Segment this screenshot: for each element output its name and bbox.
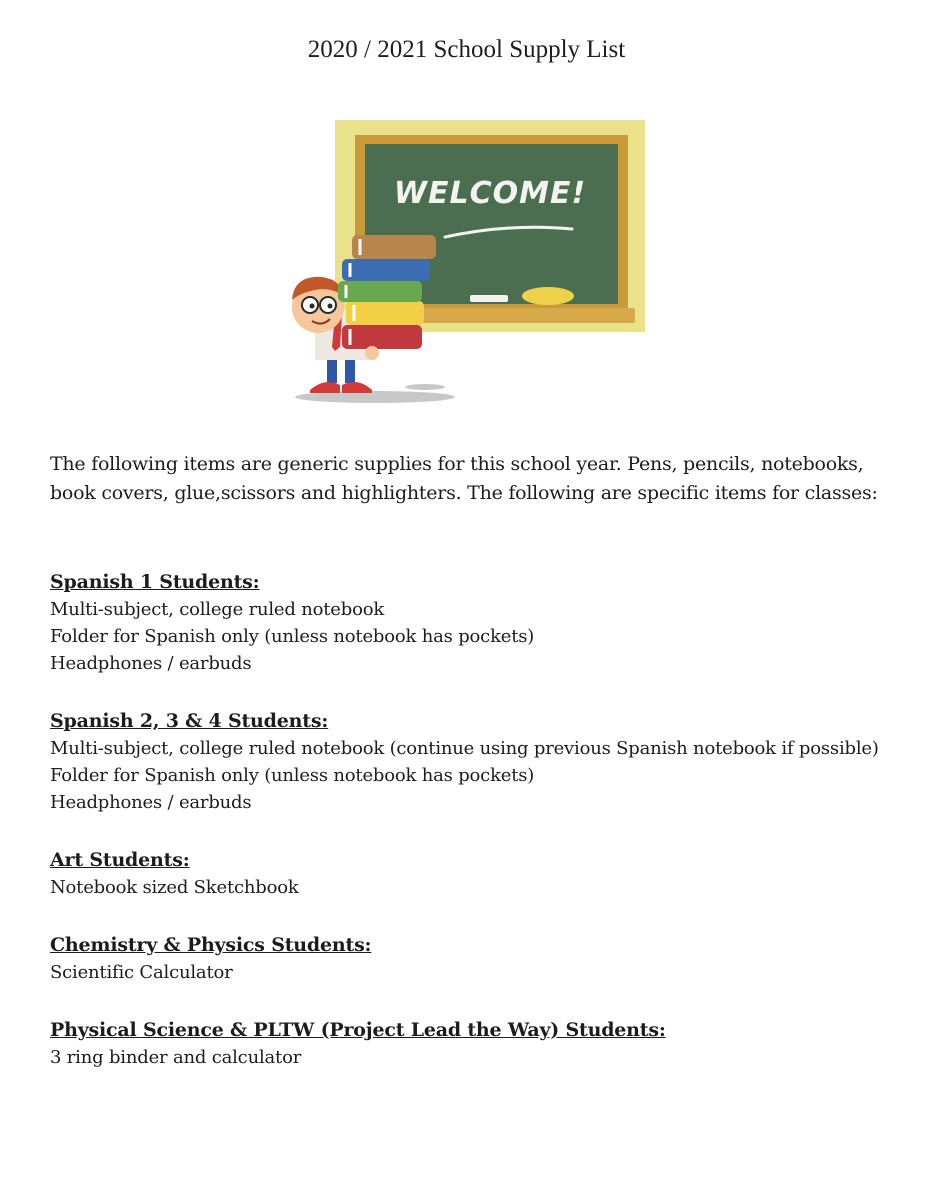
book-green xyxy=(338,281,422,302)
section-heading: Chemistry & Physics Students: xyxy=(50,934,372,956)
list-item: Headphones / earbuds xyxy=(50,653,252,674)
book-blue xyxy=(342,259,430,281)
list-item: Scientific Calculator xyxy=(50,962,233,983)
list-item: Folder for Spanish only (unless notebook has pockets) xyxy=(50,765,535,786)
book-yellow xyxy=(346,301,424,325)
class-supply-sections xyxy=(50,568,900,1101)
section-art xyxy=(50,846,900,901)
shadow-2 xyxy=(405,384,445,390)
boy-hand xyxy=(365,346,379,360)
section-heading: Art Students: xyxy=(50,849,190,871)
chalkboard-welcome-text: WELCOME! xyxy=(393,176,587,211)
boy-eye-right xyxy=(328,304,333,309)
intro-paragraph xyxy=(50,450,900,508)
boy-shoes xyxy=(310,382,372,393)
list-item: Notebook sized Sketchbook xyxy=(50,877,299,898)
section-heading: Physical Science & PLTW (Project Lead the Way) Students: xyxy=(50,1019,666,1041)
board-eraser xyxy=(522,287,574,305)
list-item: Multi-subject, college ruled notebook (continue using previous Spanish notebook if possible) xyxy=(50,738,879,759)
section-chemistry-physics xyxy=(50,931,900,986)
section-heading: Spanish 1 Students: xyxy=(50,571,260,593)
chalk-stick xyxy=(470,295,508,302)
boy-eye-left xyxy=(310,304,315,309)
welcome-chalkboard-illustration xyxy=(280,115,650,410)
section-physical-science-pltw xyxy=(50,1016,900,1071)
intro-text: The following items are generic supplies for this school year. Pens, pencils, notebooks, book covers, glue,scissors and highlighters. The following are specific items for classes: xyxy=(50,453,878,504)
list-item: 3 ring binder and calculator xyxy=(50,1047,302,1068)
list-item: Headphones / earbuds xyxy=(50,792,252,813)
book-red xyxy=(342,325,422,349)
list-item: Folder for Spanish only (unless notebook has pockets) xyxy=(50,626,535,647)
section-spanish-1 xyxy=(50,568,900,677)
list-item: Multi-subject, college ruled notebook xyxy=(50,599,385,620)
page-title: 2020 / 2021 School Supply List xyxy=(307,36,626,63)
book-top xyxy=(352,235,436,259)
section-heading: Spanish 2, 3 & 4 Students: xyxy=(50,710,329,732)
section-spanish-2-3-4 xyxy=(50,707,900,816)
